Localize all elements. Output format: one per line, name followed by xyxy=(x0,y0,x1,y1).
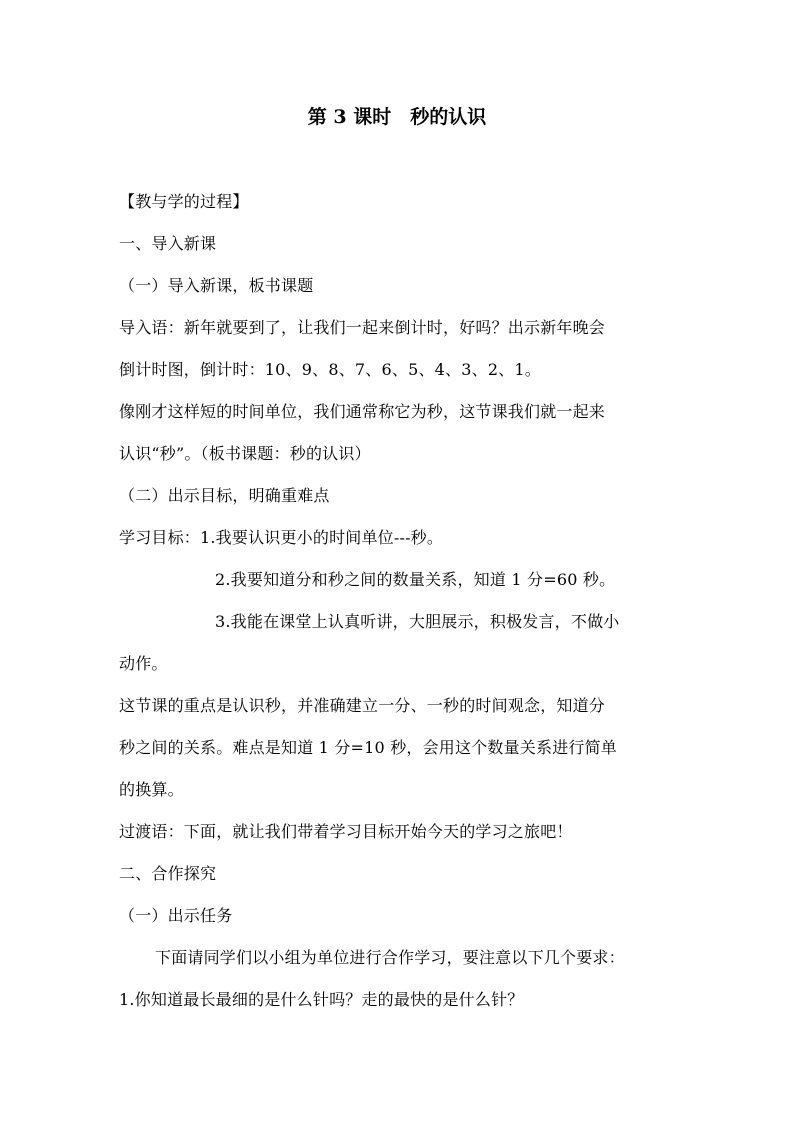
goal-item: 3.我能在课堂上认真听讲，大胆展示，积极发言，不做小 xyxy=(215,612,620,631)
paragraph-line: 倒计时图，倒计时：10、9、8、7、6、5、4、3、2、1。 xyxy=(119,360,541,379)
paragraph-line: 动作。 xyxy=(119,654,168,673)
paragraph-line: 像刚才这样短的时间单位，我们通常称它为秒，这节课我们就一起来 xyxy=(119,402,606,421)
paragraph-line: 认识“秒”。（板书课题：秒的认识） xyxy=(119,444,371,463)
paragraph-line: 的换算。 xyxy=(119,780,184,799)
page-title: 第 3 课时 秒的认识 xyxy=(307,106,487,128)
subheading-task: （一）出示任务 xyxy=(119,906,233,925)
subheading-goals: （二）出示目标，明确重难点 xyxy=(119,486,330,505)
heading-part-two: 二、合作探究 xyxy=(119,864,217,883)
paragraph-line: 这节课的重点是认识秒，并准确建立一分、一秒的时间观念，知道分 xyxy=(119,696,606,715)
list-item: 1.你知道最长最细的是什么针吗？走的最快的是什么针？ xyxy=(119,990,524,1009)
goal-item: 2.我要知道分和秒之间的数量关系，知道 1 分=60 秒。 xyxy=(215,570,616,589)
section-heading-process: 【教与学的过程】 xyxy=(119,192,249,211)
heading-part-one: 一、导入新课 xyxy=(119,234,217,253)
subheading-intro: （一）导入新课，板书课题 xyxy=(119,276,314,295)
paragraph-line: 过渡语：下面，就让我们带着学习目标开始今天的学习之旅吧！ xyxy=(119,822,573,841)
paragraph-line: 下面请同学们以小组为单位进行合作学习，要注意以下几个要求： xyxy=(155,948,625,967)
paragraph-line: 导入语：新年就要到了，让我们一起来倒计时，好吗？出示新年晚会 xyxy=(119,318,606,337)
goal-item: 学习目标：1.我要认识更小的时间单位---秒。 xyxy=(119,528,444,547)
paragraph-line: 秒之间的关系。难点是知道 1 分=10 秒，会用这个数量关系进行简单 xyxy=(119,738,618,757)
